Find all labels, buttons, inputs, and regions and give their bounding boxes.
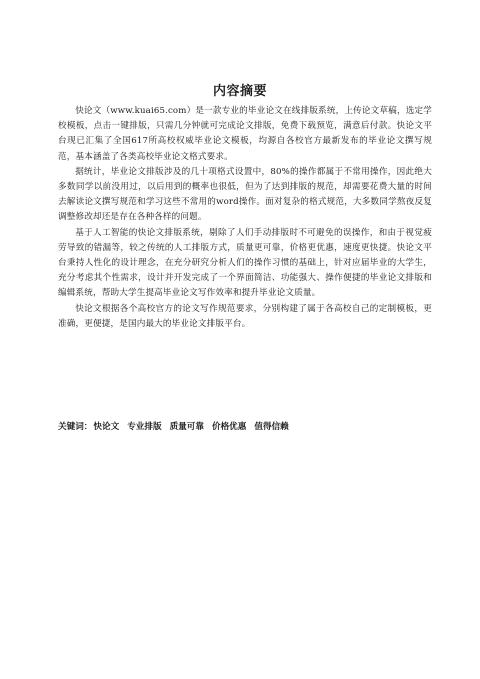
keywords-label: 关键词：: [58, 422, 93, 432]
keywords-line: [58, 420, 438, 434]
abstract-paragraph-3: 基于人工智能的快论文排版系统，剔除了人们手动排版时不可避免的误操作，和由于视觉疲劳导致的错漏等，较之传统的人工排版方式，质量更可靠，价格更优惠，速度更快捷。快论文平台秉持人性化的设计理念，在充分研究分析人们的操作习惯的基础上，针对应届毕业的大学生，充分考虑其个性需求，设计并开发完成了一个界面简洁、功能强大、操作便捷的毕业论文排版和编辑系统，帮助大学生提高毕业论文写作效率和提升毕业论文质量。: [58, 227, 432, 299]
abstract-paragraph-4: 快论文根据各个高校官方的论文写作规范要求，分别构建了属于各高校自己的定制模板，更准确，更便捷，是国内最大的毕业论文排版平台。: [58, 303, 432, 329]
keyword-item: 价格优惠: [211, 422, 247, 432]
abstract-body: [58, 104, 432, 332]
keyword-item: 专业排版: [127, 422, 162, 432]
abstract-paragraph-2: 据统计，毕业论文排版涉及的几十项格式设置中，80%的操作都属于不常用操作，因此绝大多数同学以前没用过，以后用到的概率也很低，但为了达到排版的规范，却需要花费大量的时间去解读论文撰写规范和学习这些不常用的word操作。面对复杂的格式规范，大多数同学熬夜反复调整修改却还是存在各种各样的问题。: [58, 166, 432, 223]
keyword-item: 质量可靠: [169, 422, 204, 432]
keyword-item: 快论文: [93, 422, 120, 432]
keyword-item: 值得信赖: [254, 422, 289, 432]
abstract-paragraph-1: 快论文（www.kuai65.com）是一款专业的毕业论文在线排版系统，上传论文草稿，选定学校模板，点击一键排版，只需几分钟就可完成论文排版，免费下载预览，满意后付款。快论文平台现已汇集了全国617所高校权威毕业论文模板，均源自各校官方最新发布的毕业论文撰写规范，基本涵盖了各类高校毕业论文格式要求。: [58, 106, 432, 162]
abstract-title: 内容摘要: [212, 84, 267, 99]
